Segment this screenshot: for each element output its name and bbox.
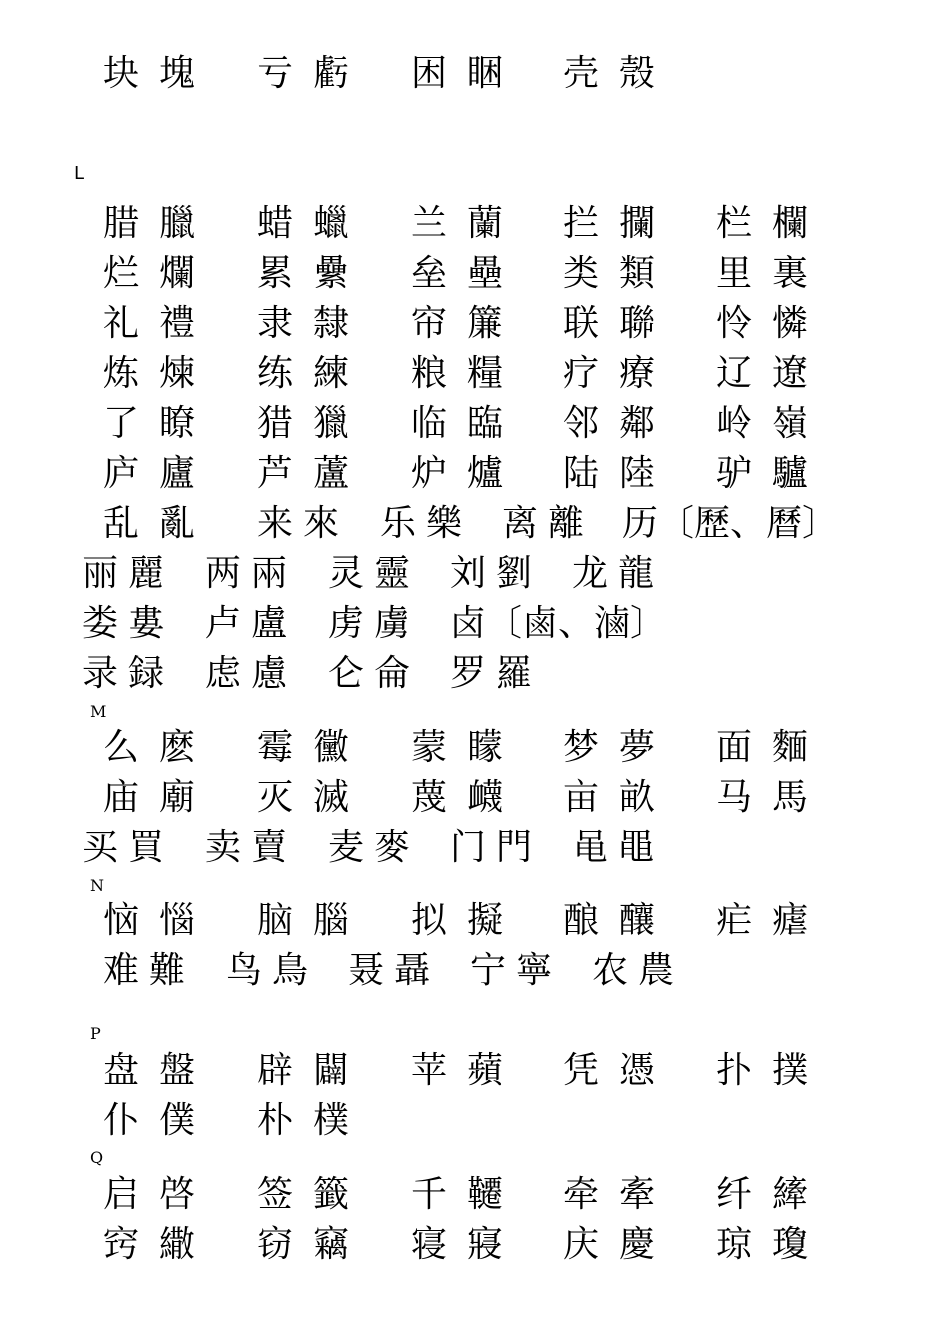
char-pair: 霉黴 bbox=[257, 727, 370, 768]
char-pair: 门門 bbox=[450, 827, 543, 868]
char-pair: 窃竊 bbox=[257, 1224, 370, 1265]
char-pair: 启啓 bbox=[103, 1174, 216, 1215]
char-pair: 粮糧 bbox=[411, 353, 524, 394]
char-pair: 面麵 bbox=[716, 727, 829, 768]
char-pair: 寝寢 bbox=[411, 1224, 524, 1265]
char-pair: 苹蘋 bbox=[411, 1050, 524, 1091]
char-pair: 酿釀 bbox=[563, 900, 676, 941]
char-pair: 陆陸 bbox=[563, 453, 676, 494]
char-pair: 了瞭 bbox=[103, 403, 216, 444]
char-pair: 腊臘 bbox=[103, 203, 216, 244]
char-pair: 里裏 bbox=[716, 253, 829, 294]
char-pair: 疟瘧 bbox=[716, 900, 829, 941]
char-pair: 礼禮 bbox=[103, 303, 216, 344]
char-pair: 亏虧 bbox=[257, 53, 370, 94]
char-pair: 龙龍 bbox=[572, 553, 665, 594]
char-pair: 卢盧 bbox=[205, 603, 298, 644]
char-pair: 凭憑 bbox=[563, 1050, 676, 1091]
char-pair: 庐廬 bbox=[103, 453, 216, 494]
char-pair: 买買 bbox=[82, 827, 175, 868]
section-letter-p: P bbox=[90, 1024, 101, 1043]
char-pair: 乱亂 bbox=[103, 503, 216, 544]
char-pair: 疗療 bbox=[563, 353, 676, 394]
char-pair: 虏虜 bbox=[328, 603, 421, 644]
char-pair: 朴樸 bbox=[257, 1100, 370, 1141]
char-pair: 炉爐 bbox=[411, 453, 524, 494]
char-pair: 炼煉 bbox=[103, 353, 216, 394]
char-pair: 宁寧 bbox=[470, 950, 563, 991]
char-pair: 娄婁 bbox=[82, 603, 175, 644]
section-letter-m: M bbox=[90, 702, 107, 721]
char-pair: 仑侖 bbox=[328, 653, 421, 694]
char-pair: 驴驢 bbox=[716, 453, 829, 494]
char-pair: 农農 bbox=[592, 950, 685, 991]
char-pair: 难難 bbox=[103, 950, 196, 991]
char-pair: 聂聶 bbox=[348, 950, 441, 991]
section-letter-n: N bbox=[90, 876, 104, 895]
char-pair: 仆僕 bbox=[103, 1100, 216, 1141]
char-pair: 困睏 bbox=[411, 53, 524, 94]
char-pair: 蒙矇 bbox=[411, 727, 524, 768]
char-pair: 邻鄰 bbox=[563, 403, 676, 444]
char-pair: 卤〔鹵、滷〕 bbox=[450, 603, 667, 644]
char-pair: 两兩 bbox=[205, 553, 298, 594]
char-pair: 辽遼 bbox=[716, 353, 829, 394]
char-pair: 拟擬 bbox=[411, 900, 524, 941]
char-pair: 灵靈 bbox=[328, 553, 421, 594]
char-pair: 烂爛 bbox=[103, 253, 216, 294]
char-pair: 猎獵 bbox=[257, 403, 370, 444]
char-pair: 窍繖 bbox=[103, 1224, 216, 1265]
char-pair: 恼惱 bbox=[103, 900, 216, 941]
char-pair: 类類 bbox=[563, 253, 676, 294]
char-pair: 刘劉 bbox=[450, 553, 543, 594]
char-pair: 帘簾 bbox=[411, 303, 524, 344]
char-pair: 乐樂 bbox=[380, 503, 473, 544]
char-pair: 蔑衊 bbox=[411, 777, 524, 818]
section-letter-l: L bbox=[74, 163, 85, 184]
char-pair: 栏欄 bbox=[716, 203, 829, 244]
char-pair: 拦攔 bbox=[563, 203, 676, 244]
char-pair: 扑撲 bbox=[716, 1050, 829, 1091]
char-pair: 蜡蠟 bbox=[257, 203, 370, 244]
char-pair: 累纍 bbox=[257, 253, 370, 294]
char-pair: 鸟鳥 bbox=[226, 950, 319, 991]
char-pair: 岭嶺 bbox=[716, 403, 829, 444]
char-pair: 来來 bbox=[257, 503, 350, 544]
char-pair: 联聯 bbox=[563, 303, 676, 344]
char-pair: 脑腦 bbox=[257, 900, 370, 941]
char-pair: 练練 bbox=[257, 353, 370, 394]
char-pair: 录録 bbox=[82, 653, 175, 694]
char-pair: 垒壘 bbox=[411, 253, 524, 294]
char-pair: 虑慮 bbox=[205, 653, 298, 694]
char-pair: 罗羅 bbox=[450, 653, 543, 694]
char-pair: 黾黽 bbox=[572, 827, 665, 868]
char-pair: 卖賣 bbox=[205, 827, 298, 868]
char-pair: 么麽 bbox=[103, 727, 216, 768]
char-pair: 怜憐 bbox=[716, 303, 829, 344]
char-pair: 琼瓊 bbox=[716, 1224, 829, 1265]
char-pair: 辟闢 bbox=[257, 1050, 370, 1091]
char-pair: 芦蘆 bbox=[257, 453, 370, 494]
char-pair: 壳殼 bbox=[563, 53, 676, 94]
char-pair: 庆慶 bbox=[563, 1224, 676, 1265]
char-pair: 灭滅 bbox=[257, 777, 370, 818]
section-letter-q: Q bbox=[90, 1148, 104, 1167]
char-pair: 兰蘭 bbox=[411, 203, 524, 244]
char-pair: 丽麗 bbox=[82, 553, 175, 594]
char-pair: 马馬 bbox=[716, 777, 829, 818]
char-pair: 纤縴 bbox=[716, 1174, 829, 1215]
char-pair: 麦麥 bbox=[328, 827, 421, 868]
char-pair: 亩畝 bbox=[563, 777, 676, 818]
char-pair: 临臨 bbox=[411, 403, 524, 444]
char-pair: 历〔歷、曆〕 bbox=[622, 503, 839, 544]
char-pair: 块塊 bbox=[103, 53, 216, 94]
char-pair: 签籤 bbox=[257, 1174, 370, 1215]
char-pair: 隶隸 bbox=[257, 303, 370, 344]
char-pair: 千韆 bbox=[411, 1174, 524, 1215]
char-pair: 牵牽 bbox=[563, 1174, 676, 1215]
char-pair: 庙廟 bbox=[103, 777, 216, 818]
char-pair: 离離 bbox=[502, 503, 595, 544]
char-pair: 盘盤 bbox=[103, 1050, 216, 1091]
char-pair: 梦夢 bbox=[563, 727, 676, 768]
